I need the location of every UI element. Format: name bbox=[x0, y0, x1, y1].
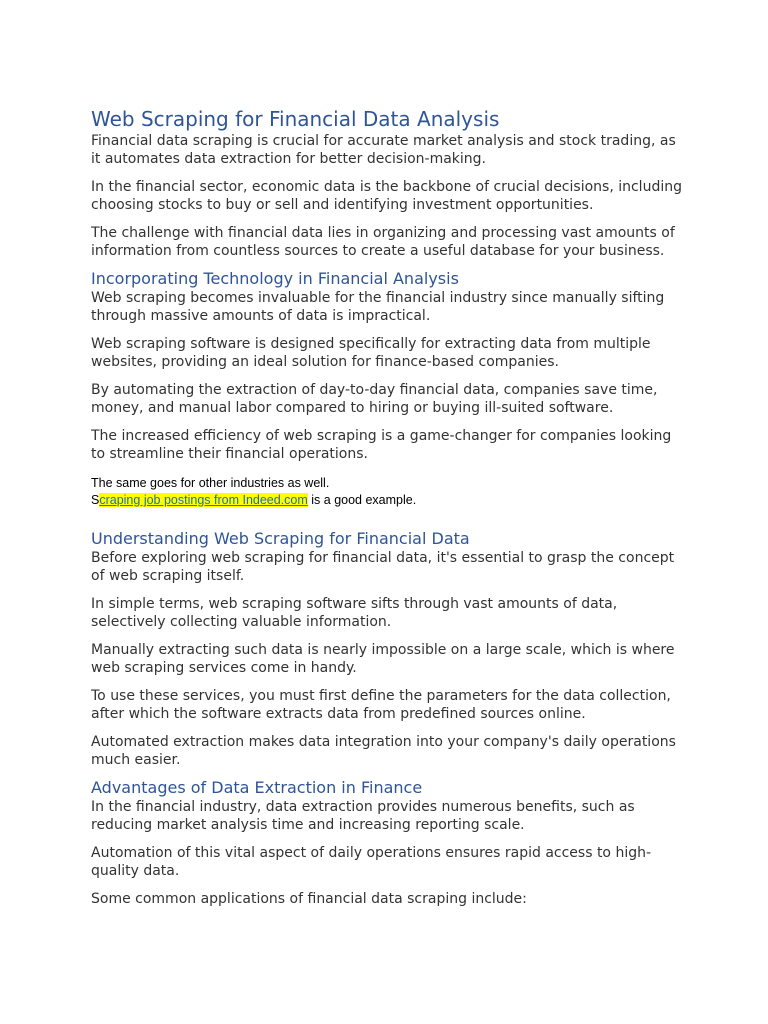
paragraph bbox=[91, 549, 691, 585]
text-line: In simple terms, web scraping software sifts through vast amounts of data, bbox=[91, 596, 618, 612]
paragraph bbox=[91, 427, 691, 463]
note-prefix: S bbox=[91, 493, 100, 507]
section-heading: Incorporating Technology in Financial Analysis bbox=[91, 269, 459, 288]
text-line: choosing stocks to buy or sell and identifying investment opportunities. bbox=[91, 197, 594, 213]
paragraph bbox=[91, 289, 691, 325]
page-title: Web Scraping for Financial Data Analysis bbox=[91, 107, 500, 131]
note-line: The same goes for other industries as well. bbox=[91, 476, 330, 490]
text-line: information from countless sources to create a useful database for your business. bbox=[91, 243, 665, 259]
text-line: Automation of this vital aspect of daily operations ensures rapid access to high- bbox=[91, 845, 652, 861]
text-line: through massive amounts of data is impractical. bbox=[91, 308, 431, 324]
text-line: Manually extracting such data is nearly impossible on a large scale, which is where bbox=[91, 642, 675, 658]
section-heading: Advantages of Data Extraction in Finance bbox=[91, 778, 423, 797]
text-line: Financial data scraping is crucial for accurate market analysis and stock trading, as bbox=[91, 133, 676, 149]
text-line: after which the software extracts data from predefined sources online. bbox=[91, 706, 586, 722]
paragraph bbox=[91, 798, 691, 834]
paragraph bbox=[91, 641, 691, 677]
paragraph bbox=[91, 335, 691, 371]
text-line: money, and manual labor compared to hiring or buying ill-suited software. bbox=[91, 400, 614, 416]
text-line: it automates data extraction for better decision-making. bbox=[91, 151, 487, 167]
paragraph bbox=[91, 224, 691, 260]
paragraph bbox=[91, 132, 691, 168]
paragraph bbox=[91, 844, 691, 880]
paragraph bbox=[91, 178, 691, 214]
paragraph bbox=[91, 733, 691, 769]
text-line: In the financial sector, economic data is the backbone of crucial decisions, including bbox=[91, 179, 682, 195]
text-line: much easier. bbox=[91, 752, 181, 768]
text-line: Web scraping becomes invaluable for the financial industry since manually sifting bbox=[91, 290, 665, 306]
paragraph bbox=[91, 595, 691, 631]
text-line: In the financial industry, data extraction provides numerous benefits, such as bbox=[91, 799, 635, 815]
text-line: The challenge with financial data lies in organizing and processing vast amounts of bbox=[91, 225, 675, 241]
text-line: to streamline their financial operations. bbox=[91, 446, 368, 462]
indeed-scraping-link[interactable]: craping job postings from Indeed.com bbox=[99, 493, 308, 507]
document-page bbox=[91, 106, 691, 918]
note-suffix: is a good example. bbox=[307, 493, 417, 507]
text-line: quality data. bbox=[91, 863, 180, 879]
text-line: websites, providing an ideal solution for finance-based companies. bbox=[91, 354, 559, 370]
text-line: Web scraping software is designed specifically for extracting data from multiple bbox=[91, 336, 651, 352]
note-paragraph bbox=[91, 475, 691, 509]
paragraph bbox=[91, 381, 691, 417]
text-line: selectively collecting valuable information. bbox=[91, 614, 392, 630]
text-line: Before exploring web scraping for financial data, it's essential to grasp the concept bbox=[91, 550, 675, 566]
text-line: The increased efficiency of web scraping is a game-changer for companies looking bbox=[91, 428, 672, 444]
note-line bbox=[91, 492, 691, 509]
section-heading: Understanding Web Scraping for Financial Data bbox=[91, 529, 470, 548]
text-line: web scraping services come in handy. bbox=[91, 660, 357, 676]
text-line: reducing market analysis time and increasing reporting scale. bbox=[91, 817, 525, 833]
text-line: Some common applications of financial data scraping include: bbox=[91, 891, 527, 907]
text-line: of web scraping itself. bbox=[91, 568, 245, 584]
text-line: By automating the extraction of day-to-day financial data, companies save time, bbox=[91, 382, 658, 398]
paragraph bbox=[91, 687, 691, 723]
paragraph bbox=[91, 890, 691, 908]
text-line: To use these services, you must first define the parameters for the data collection, bbox=[91, 688, 671, 704]
text-line: Automated extraction makes data integration into your company's daily operations bbox=[91, 734, 676, 750]
